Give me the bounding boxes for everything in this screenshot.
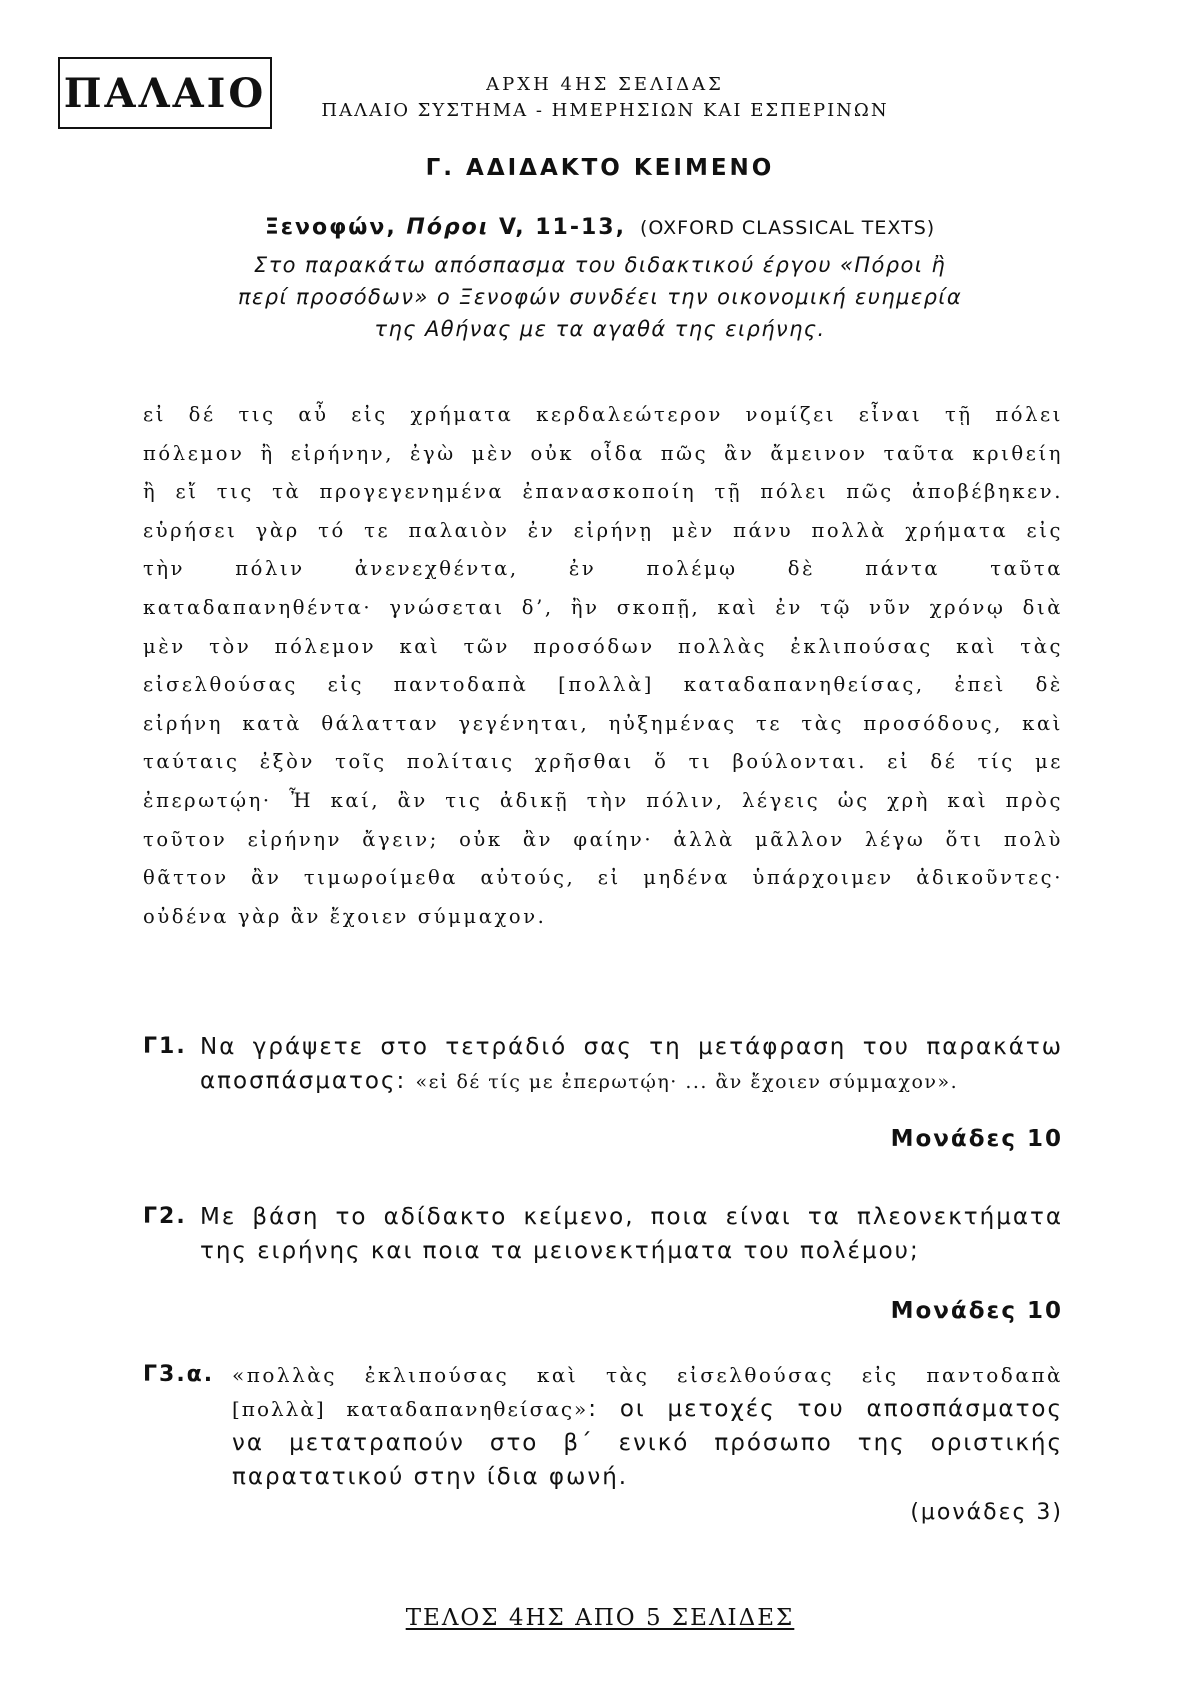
ancient-line: ταύταις ἐξὸν τοῖς πολίταις χρῆσθαι ὅ τι βούλονται. εἰ δέ τίς με (143, 750, 1063, 774)
source-reference: V, 11-13, (489, 215, 626, 240)
question-g1-line (200, 1064, 1063, 1099)
ancient-line: μὲν τὸν πόλεμον καὶ τῶν προσόδων πολλὰς ἐκλιπούσας καὶ τὰς (143, 634, 1063, 658)
source-author: Ξενοφών, (264, 215, 407, 240)
ancient-line: ἢ εἴ τις τὰ προγεγενημένα ἐπανασκοποίη τῇ πόλει πῶς ἀποβέβηκεν. (143, 480, 1063, 504)
page-end-footer (0, 1605, 1200, 1631)
question-g3a-line: παρατατικού στην ίδια φωνή. (232, 1464, 629, 1490)
question-g1-text (200, 1030, 1063, 1099)
question-g3a-units: (μονάδες 3) (910, 1500, 1063, 1525)
ancient-line: τὴν πόλιν ἀνενεχθέντα, ἐν πολέμῳ δὲ πάντα ταῦτα (143, 557, 1063, 581)
source-work: Πόροι (406, 215, 490, 240)
question-g3a-text (232, 1358, 1063, 1494)
question-g2-units: Μονάδες 10 (890, 1298, 1063, 1324)
stamp-label: ΠΑΛΑΙΟ (58, 57, 272, 129)
page-end-text: ΤΕΛΟΣ 4ΗΣ ΑΠΟ 5 ΣΕΛΙΔΕΣ (405, 1605, 795, 1631)
question-g3a-line (232, 1392, 1063, 1426)
ancient-line: εἰ δέ τις αὖ εἰς χρήματα κερδαλεώτερον νομίζει εἶναι τῇ πόλει (143, 403, 1063, 426)
ancient-line: εὑρήσει γὰρ τό τε παλαιὸν ἐν εἰρήνῃ μὲν πάνυ πολλὰ χρήματα εἰς (143, 518, 1063, 542)
ancient-text (143, 396, 1063, 936)
intro-paragraph (0, 249, 1200, 345)
ancient-line: εἰσελθούσας εἰς παντοδαπὰ [πολλὰ] καταδαπανηθείσας, ἐπεὶ δὲ (143, 673, 1063, 697)
question-g2-line: Με βάση το αδίδακτο κείμενο, ποια είναι τα πλεονεκτήματα (200, 1204, 1063, 1230)
ancient-line: οὐδένα γὰρ ἂν ἔχοιεν σύμμαχον. (143, 904, 547, 928)
question-g3a-line: «πολλὰς ἐκλιπούσας καὶ τὰς εἰσελθούσας εἰς παντοδαπὰ (232, 1363, 1063, 1387)
question-g3a-line: να μετατραπούν στο β΄ ενικό πρόσωπο της οριστικής (232, 1430, 1063, 1456)
intro-line: της Αθήνας με τα αγαθά της ειρήνης. (374, 317, 826, 341)
page-start-line: ΑΡΧΗ 4ΗΣ ΣΕΛΙΔΑΣ (486, 74, 724, 95)
question-g2-text (200, 1200, 1063, 1268)
ancient-line: τοῦτον εἰρήνην ἄγειν; οὐκ ἂν φαίην· ἀλλὰ μᾶλλον λέγω ὅτι πολὺ (143, 827, 1063, 851)
ancient-line: εἰρήνη κατὰ θάλατταν γεγένηται, ηὐξημένας τε τὰς προσόδους, καὶ (143, 711, 1063, 735)
ancient-line: καταδαπανηθέντα· γνώσεται δ’, ἢν σκοπῇ, καὶ ἐν τῷ νῦν χρόνῳ διὰ (143, 595, 1063, 619)
question-g3a-label: Γ3.α. (143, 1362, 215, 1387)
system-line: ΠΑΛΑΙΟ ΣΥΣΤΗΜΑ - ΗΜΕΡΗΣΙΩΝ ΚΑΙ ΕΣΠΕΡΙΝΩΝ (321, 100, 889, 121)
question-g3a-rest: : οι μετοχές του αποσπάσματος (588, 1396, 1063, 1422)
ancient-line: πόλεμον ἢ εἰρήνην, ἐγὼ μὲν οὐκ οἶδα πῶς ἂν ἄμεινον ταῦτα κριθείη (143, 441, 1063, 465)
source-edition: (OXFORD CLASSICAL TEXTS) (639, 217, 936, 239)
question-g1-line: Να γράψετε στο τετράδιό σας τη μετάφραση του παρακάτω (200, 1034, 1063, 1060)
question-g3a-quote: [πολλὰ] καταδαπανηθείσας» (232, 1397, 589, 1421)
question-g1-label: Γ1. (143, 1034, 187, 1059)
intro-line: Στο παρακάτω απόσπασμα του διδακτικού έργου «Πόροι ἢ (253, 253, 947, 277)
question-g1-prefix: αποσπάσματος: (200, 1068, 416, 1094)
source-citation (0, 215, 1200, 240)
question-g2-label: Γ2. (143, 1204, 187, 1229)
question-g1-units: Μονάδες 10 (890, 1126, 1063, 1152)
ancient-line: ἐπερωτῴη· Ἦ καί, ἂν τις ἀδικῇ τὴν πόλιν, λέγεις ὡς χρὴ καὶ πρὸς (143, 788, 1063, 812)
question-g1-quote: «εἰ δέ τίς με ἐπερωτῴη· ... ἂν ἔχοιεν σύμμαχον». (415, 1071, 959, 1093)
ancient-line: θᾶττον ἂν τιμωροίμεθα αὐτούς, εἰ μηδένα ὑπάρχοιμεν ἀδικοῦντες· (143, 866, 1063, 890)
question-g2-line: της ειρήνης και ποια τα μειονεκτήματα του πολέμου; (200, 1238, 920, 1264)
section-title: Γ. ΑΔΙΔΑΚΤΟ ΚΕΙΜΕΝΟ (425, 155, 775, 181)
intro-line: περί προσόδων» ο Ξενοφών συνδέει την οικονομική ευημερία (237, 285, 963, 309)
